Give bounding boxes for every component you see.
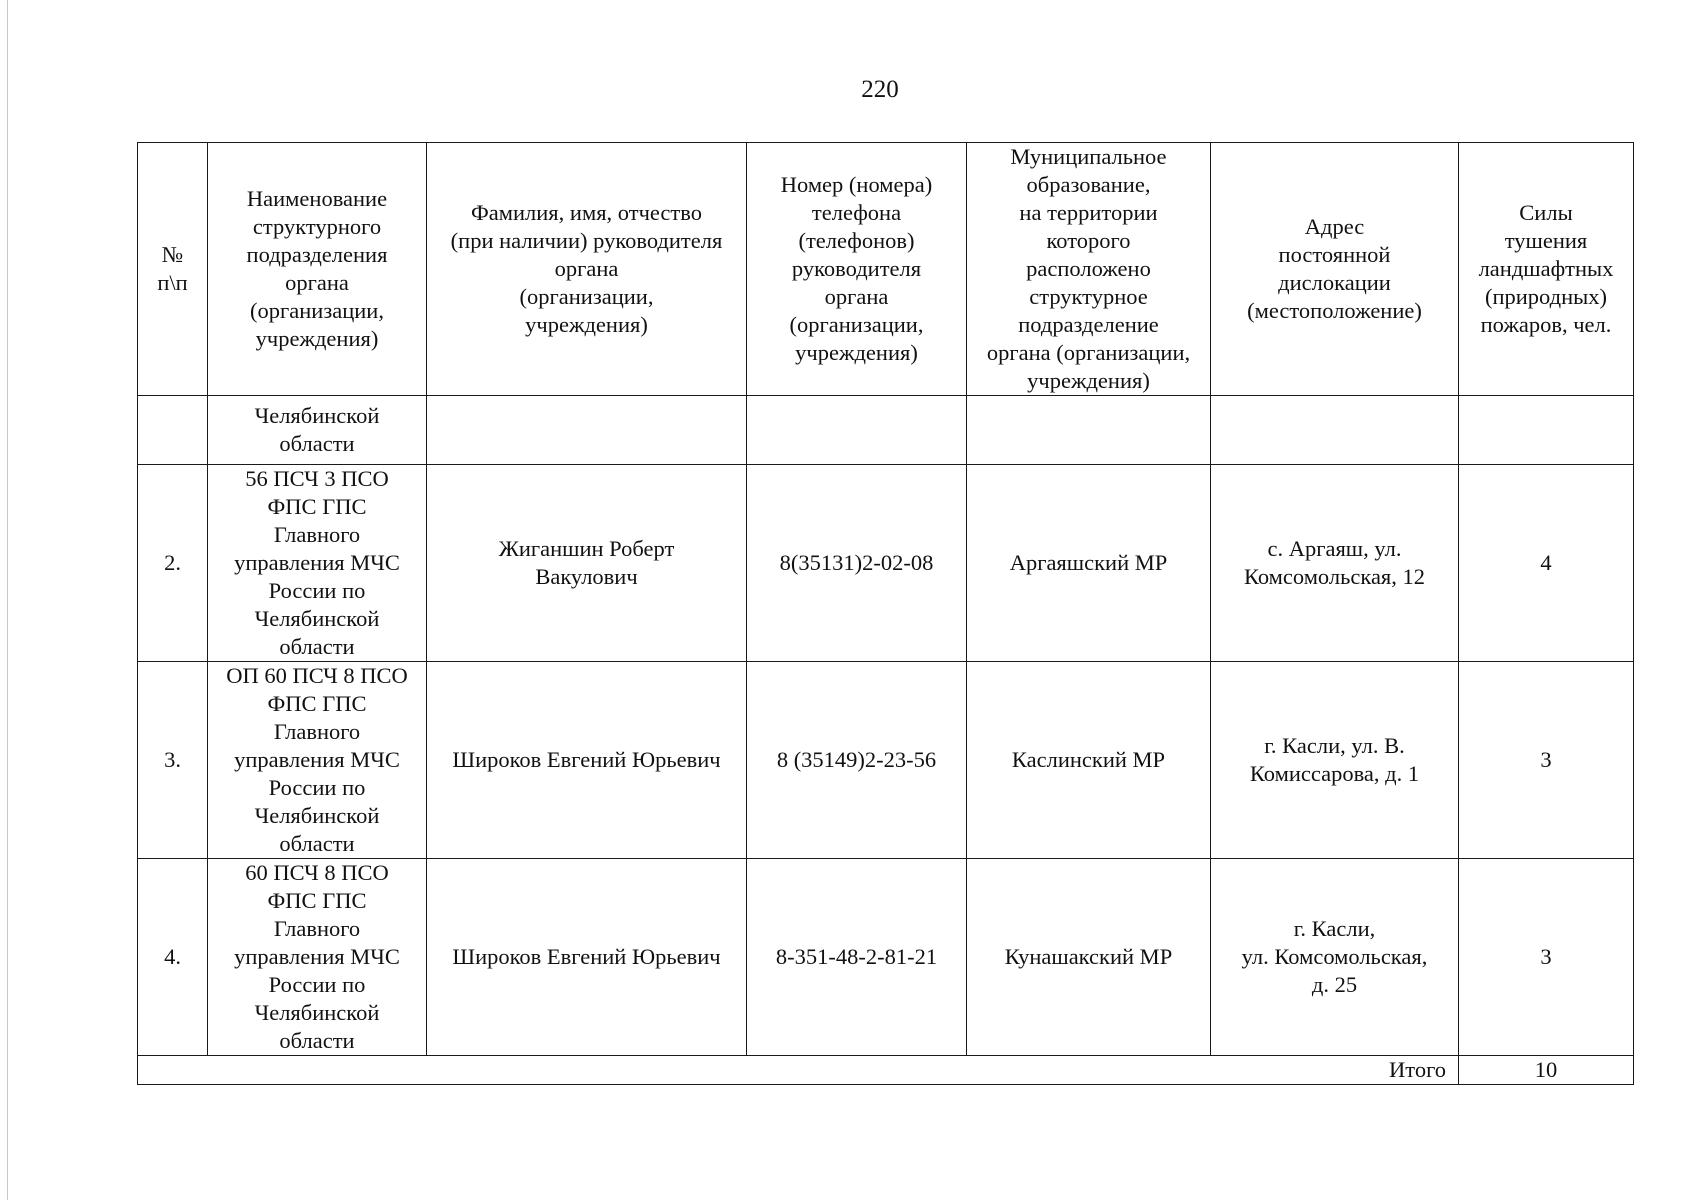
cell-forces: 4 [1459, 465, 1634, 662]
cell-phone: 8 (35149)2-23-56 [747, 662, 967, 859]
total-value: 10 [1459, 1056, 1634, 1085]
cell-address: г. Касли, ул. В. Комиссарова, д. 1 [1211, 662, 1459, 859]
header-number: № п\п [138, 143, 208, 396]
cell-number: 3. [138, 662, 208, 859]
header-forces: Силы тушения ландшафтных (природных) пожаров, чел. [1459, 143, 1634, 396]
continuation-row [138, 396, 1634, 465]
cell-phone: 8(35131)2-02-08 [747, 465, 967, 662]
cell-phone: 8-351-48-2-81-21 [747, 859, 967, 1056]
cell-number: 4. [138, 859, 208, 1056]
cell-empty [427, 396, 747, 465]
cell-empty [967, 396, 1211, 465]
table-row [138, 662, 1634, 859]
table-row [138, 465, 1634, 662]
cell-head-name: Широков Евгений Юрьевич [427, 859, 747, 1056]
cell-head-name: Жиганшин Роберт Вакулович [427, 465, 747, 662]
table-row [138, 859, 1634, 1056]
cell-empty [138, 396, 208, 465]
cell-municipality: Кунашакский МР [967, 859, 1211, 1056]
page-number: 220 [861, 76, 899, 103]
cell-unit-name: 60 ПСЧ 8 ПСО ФПС ГПС Главного управления МЧС России по Челябинской области [208, 859, 427, 1056]
cell-forces: 3 [1459, 662, 1634, 859]
brigades-table [137, 142, 1634, 1085]
cell-head-name: Широков Евгений Юрьевич [427, 662, 747, 859]
cell-number: 2. [138, 465, 208, 662]
header-head-name: Фамилия, имя, отчество (при наличии) руководителя органа (организации, учреждения) [427, 143, 747, 396]
cell-unit-name: 56 ПСЧ 3 ПСО ФПС ГПС Главного управления МЧС России по Челябинской области [208, 465, 427, 662]
cell-municipality: Каслинский МР [967, 662, 1211, 859]
total-row [138, 1056, 1634, 1085]
header-unit-name: Наименование структурного подразделения органа (организации, учреждения) [208, 143, 427, 396]
cell-empty [1459, 396, 1634, 465]
header-phone: Номер (номера) телефона (телефонов) руководителя органа (организации, учреждения) [747, 143, 967, 396]
cell-forces: 3 [1459, 859, 1634, 1056]
header-address: Адрес постоянной дислокации (местоположение) [1211, 143, 1459, 396]
cell-municipality: Аргаяшский МР [967, 465, 1211, 662]
cell-unit-name: Челябинской области [208, 396, 427, 465]
cell-address: с. Аргаяш, ул. Комсомольская, 12 [1211, 465, 1459, 662]
total-label: Итого [138, 1056, 1459, 1085]
header-municipality: Муниципальное образование, на территории которого расположено структурное подразделение органа (организации, учреждения) [967, 143, 1211, 396]
cell-empty [1211, 396, 1459, 465]
cell-empty [747, 396, 967, 465]
cell-unit-name: ОП 60 ПСЧ 8 ПСО ФПС ГПС Главного управления МЧС России по Челябинской области [208, 662, 427, 859]
cell-address: г. Касли, ул. Комсомольская, д. 25 [1211, 859, 1459, 1056]
table-header-row [138, 143, 1634, 396]
scan-edge-line [7, 0, 8, 1200]
